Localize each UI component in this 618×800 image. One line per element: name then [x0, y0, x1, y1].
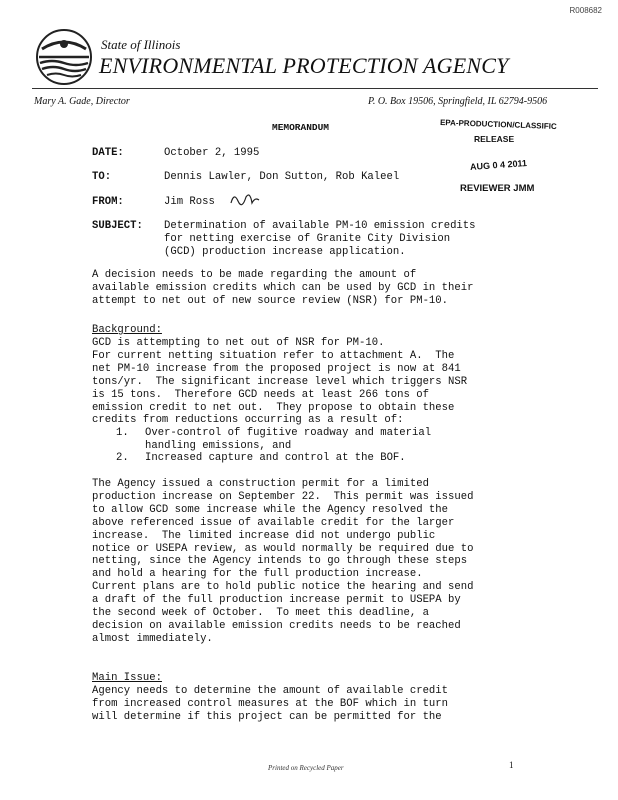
agency-line: above referenced issue of available credit for the larger: [92, 516, 455, 529]
subject-line-2: for netting exercise of Granite City Division: [164, 233, 451, 245]
background-heading: Background:: [92, 324, 162, 336]
main-issue-line: will determine if this project can be permitted for the: [92, 710, 442, 723]
letterhead-address: P. O. Box 19506, Springfield, IL 62794-9506: [368, 96, 548, 107]
release-stamp-date: AUG 0 4 2011: [469, 158, 528, 172]
list-item-1-line1: Over-control of fugitive roadway and material: [145, 427, 432, 439]
background-line: credits from reductions occurring as a result of:: [92, 414, 404, 427]
agency-line: decision on available emission credits needs to be reached: [92, 619, 461, 632]
from-value: Jim Ross: [164, 196, 215, 208]
agency-line: a draft of the full production increase permit to USEPA by: [92, 594, 461, 607]
background-line: is 15 tons. Therefore GCD needs at least 266 tons of: [92, 388, 429, 401]
main-issue-paragraph: [92, 685, 448, 724]
release-stamp-line2: RELEASE: [474, 134, 515, 144]
agency-line: netting, since the Agency intends to go through these steps: [92, 555, 468, 568]
subject-label: SUBJECT:: [92, 220, 143, 232]
background-line: emission credit to net out. They propose to obtain these: [92, 401, 455, 414]
background-line: net PM-10 increase from the proposed project is now at 841: [92, 362, 461, 375]
agency-line: Current plans are to hold public notice the hearing and send: [92, 581, 474, 594]
letterhead-rule: [32, 88, 598, 89]
from-label: FROM:: [92, 196, 124, 208]
main-issue-line: Agency needs to determine the amount of available credit: [92, 685, 449, 697]
subject-line-3: (GCD) production increase application.: [164, 246, 406, 258]
agency-line: almost immediately.: [92, 632, 213, 645]
list-item-1-line2: handling emissions, and: [145, 440, 292, 452]
intro-line: A decision needs to be made regarding the amount of: [92, 269, 417, 281]
date-value: October 2, 1995: [164, 147, 260, 159]
handwritten-initials-icon: [228, 189, 262, 209]
date-label: DATE:: [92, 147, 124, 159]
subject-line-1: Determination of available PM-10 emission credits: [164, 220, 476, 232]
agency-line: production increase on September 22. This permit was issued: [92, 490, 474, 503]
background-line: GCD is attempting to net out of NSR for PM-10.: [92, 337, 385, 349]
illinois-epa-seal-icon: [34, 27, 94, 87]
list-item-2-number: 2.: [116, 452, 129, 464]
background-line: For current netting situation refer to attachment A. The: [92, 349, 455, 362]
doc-id: R008682: [569, 6, 602, 15]
to-value: Dennis Lawler, Don Sutton, Rob Kaleel: [164, 171, 400, 183]
list-item-1-number: 1.: [116, 427, 129, 439]
page-number: 1: [509, 760, 514, 770]
intro-line: attempt to net out of new source review (NSR) for PM-10.: [92, 294, 449, 307]
reviewer-stamp: REVIEWER JMM: [460, 183, 535, 194]
agency-line: and hold a hearing for the full production increase.: [92, 568, 423, 581]
main-issue-heading: Main Issue:: [92, 672, 162, 684]
memo-title: MEMORANDUM: [272, 122, 330, 133]
main-issue-line: from increased control measures at the BOF which in turn: [92, 697, 449, 710]
agency-line: The Agency issued a construction permit for a limited: [92, 478, 429, 490]
background-paragraph: [92, 337, 467, 427]
letterhead-agency: ENVIRONMENTAL PROTECTION AGENCY: [99, 53, 509, 78]
agency-paragraph: [92, 478, 473, 646]
letterhead-state: State of Illinois: [101, 37, 181, 52]
to-label: TO:: [92, 171, 112, 183]
recycled-paper-footer: Printed on Recycled Paper: [268, 764, 344, 772]
list-item-2-line1: Increased capture and control at the BOF.: [145, 452, 406, 464]
release-stamp-line1: EPA-PRODUCTION/CLASSIFIC: [439, 117, 557, 132]
intro-line: available emission credits which can be used by GCD in their: [92, 281, 474, 294]
agency-line: to allow GCD some increase while the Agency resolved the: [92, 503, 449, 516]
intro-paragraph: [92, 269, 473, 308]
agency-line: increase. The limited increase did not undergo public: [92, 529, 436, 542]
letterhead-director: Mary A. Gade, Director: [34, 96, 130, 107]
background-line: tons/yr. The significant increase level which triggers NSR: [92, 375, 468, 388]
agency-line: notice or USEPA review, as would normally be required due to: [92, 542, 474, 555]
agency-line: the second week of October. To meet this deadline, a: [92, 607, 429, 620]
